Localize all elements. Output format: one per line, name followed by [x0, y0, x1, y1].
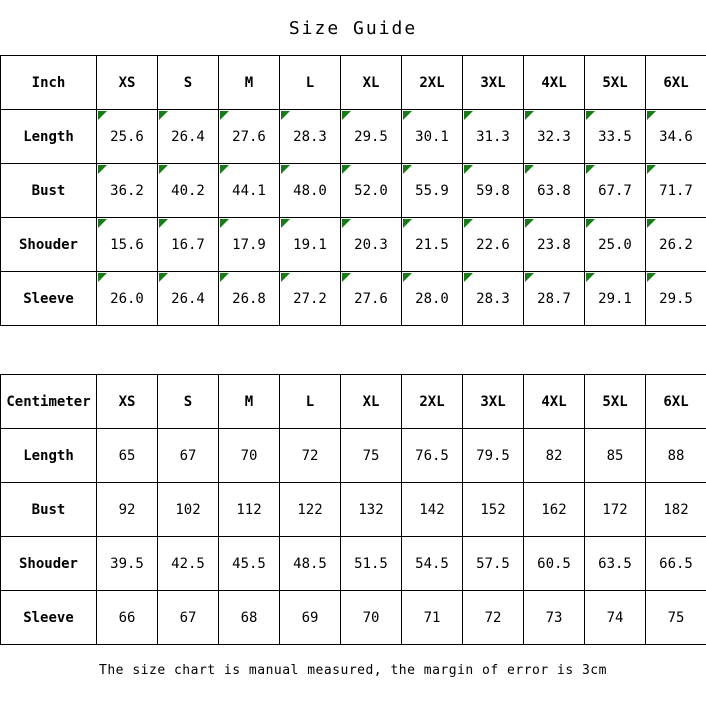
cell-length-xs: 25.6 [97, 110, 158, 164]
cell-bust-3xl: 152 [463, 483, 524, 537]
cell-length-m: 70 [219, 429, 280, 483]
table-row [1, 429, 706, 483]
cell-shouder-3xl: 22.6 [463, 218, 524, 272]
cell-shouder-4xl: 60.5 [524, 537, 585, 591]
cell-sleeve-xl: 27.6 [341, 272, 402, 326]
cell-shouder-xl: 20.3 [341, 218, 402, 272]
cell-length-3xl: 31.3 [463, 110, 524, 164]
cell-length-l: 72 [280, 429, 341, 483]
column-header-6xl: 6XL [646, 375, 706, 429]
column-header-l: L [280, 56, 341, 110]
cell-sleeve-m: 26.8 [219, 272, 280, 326]
table-row [1, 110, 706, 164]
cell-length-5xl: 33.5 [585, 110, 646, 164]
cell-shouder-5xl: 25.0 [585, 218, 646, 272]
cell-bust-s: 102 [158, 483, 219, 537]
cell-bust-xl: 52.0 [341, 164, 402, 218]
cell-bust-l: 122 [280, 483, 341, 537]
table-row [1, 272, 706, 326]
cell-shouder-l: 48.5 [280, 537, 341, 591]
cell-length-6xl: 34.6 [646, 110, 706, 164]
cell-shouder-m: 45.5 [219, 537, 280, 591]
cell-sleeve-3xl: 28.3 [463, 272, 524, 326]
cell-sleeve-5xl: 74 [585, 591, 646, 645]
cell-shouder-6xl: 26.2 [646, 218, 706, 272]
cell-length-xl: 29.5 [341, 110, 402, 164]
cell-shouder-l: 19.1 [280, 218, 341, 272]
cell-bust-5xl: 67.7 [585, 164, 646, 218]
row-label-sleeve: Sleeve [1, 272, 97, 326]
cell-shouder-2xl: 21.5 [402, 218, 463, 272]
cell-sleeve-xl: 70 [341, 591, 402, 645]
column-header-4xl: 4XL [524, 375, 585, 429]
cell-sleeve-3xl: 72 [463, 591, 524, 645]
size-table-centimeter [0, 374, 706, 645]
cell-bust-m: 44.1 [219, 164, 280, 218]
unit-header-inch: Inch [1, 56, 97, 110]
column-header-2xl: 2XL [402, 56, 463, 110]
cell-sleeve-4xl: 73 [524, 591, 585, 645]
table-row [1, 375, 706, 429]
size-table-inch [0, 55, 706, 326]
row-label-sleeve: Sleeve [1, 591, 97, 645]
column-header-6xl: 6XL [646, 56, 706, 110]
cell-bust-6xl: 71.7 [646, 164, 706, 218]
cell-shouder-5xl: 63.5 [585, 537, 646, 591]
cell-length-6xl: 88 [646, 429, 706, 483]
table-row [1, 483, 706, 537]
cell-length-4xl: 32.3 [524, 110, 585, 164]
cell-bust-l: 48.0 [280, 164, 341, 218]
cell-sleeve-s: 67 [158, 591, 219, 645]
row-label-shouder: Shouder [1, 218, 97, 272]
cell-length-2xl: 76.5 [402, 429, 463, 483]
column-header-3xl: 3XL [463, 375, 524, 429]
cell-sleeve-l: 69 [280, 591, 341, 645]
cell-shouder-s: 42.5 [158, 537, 219, 591]
cell-shouder-xs: 15.6 [97, 218, 158, 272]
cell-sleeve-m: 68 [219, 591, 280, 645]
cell-length-s: 67 [158, 429, 219, 483]
cell-shouder-m: 17.9 [219, 218, 280, 272]
cell-sleeve-2xl: 71 [402, 591, 463, 645]
cell-length-3xl: 79.5 [463, 429, 524, 483]
table-row [1, 164, 706, 218]
cell-length-5xl: 85 [585, 429, 646, 483]
cell-shouder-xs: 39.5 [97, 537, 158, 591]
cell-sleeve-6xl: 29.5 [646, 272, 706, 326]
cell-bust-xl: 132 [341, 483, 402, 537]
column-header-m: M [219, 56, 280, 110]
cell-sleeve-5xl: 29.1 [585, 272, 646, 326]
cell-sleeve-l: 27.2 [280, 272, 341, 326]
measurement-note: The size chart is manual measured, the margin of error is 3cm [99, 663, 607, 678]
cell-bust-m: 112 [219, 483, 280, 537]
column-header-4xl: 4XL [524, 56, 585, 110]
cell-length-4xl: 82 [524, 429, 585, 483]
column-header-s: S [158, 375, 219, 429]
cell-length-s: 26.4 [158, 110, 219, 164]
cell-bust-5xl: 172 [585, 483, 646, 537]
cell-bust-4xl: 63.8 [524, 164, 585, 218]
cell-shouder-xl: 51.5 [341, 537, 402, 591]
cell-bust-xs: 36.2 [97, 164, 158, 218]
row-label-bust: Bust [1, 483, 97, 537]
table-row [1, 591, 706, 645]
cell-shouder-2xl: 54.5 [402, 537, 463, 591]
cell-shouder-6xl: 66.5 [646, 537, 706, 591]
row-label-length: Length [1, 429, 97, 483]
cell-bust-2xl: 55.9 [402, 164, 463, 218]
row-label-length: Length [1, 110, 97, 164]
row-label-shouder: Shouder [1, 537, 97, 591]
column-header-s: S [158, 56, 219, 110]
column-header-l: L [280, 375, 341, 429]
cell-length-l: 28.3 [280, 110, 341, 164]
cell-shouder-4xl: 23.8 [524, 218, 585, 272]
cell-bust-2xl: 142 [402, 483, 463, 537]
column-header-xs: XS [97, 375, 158, 429]
column-header-2xl: 2XL [402, 375, 463, 429]
table-row [1, 537, 706, 591]
cell-bust-3xl: 59.8 [463, 164, 524, 218]
column-header-m: M [219, 375, 280, 429]
column-header-5xl: 5XL [585, 56, 646, 110]
cell-length-2xl: 30.1 [402, 110, 463, 164]
cell-sleeve-6xl: 75 [646, 591, 706, 645]
cell-length-m: 27.6 [219, 110, 280, 164]
cell-sleeve-4xl: 28.7 [524, 272, 585, 326]
unit-header-centimeter: Centimeter [1, 375, 97, 429]
cell-bust-s: 40.2 [158, 164, 219, 218]
cell-length-xs: 65 [97, 429, 158, 483]
column-header-xs: XS [97, 56, 158, 110]
row-label-bust: Bust [1, 164, 97, 218]
table-row [1, 56, 706, 110]
cell-bust-4xl: 162 [524, 483, 585, 537]
cell-bust-6xl: 182 [646, 483, 706, 537]
cell-length-xl: 75 [341, 429, 402, 483]
cell-sleeve-s: 26.4 [158, 272, 219, 326]
cell-shouder-s: 16.7 [158, 218, 219, 272]
cell-sleeve-xs: 66 [97, 591, 158, 645]
column-header-xl: XL [341, 375, 402, 429]
cell-sleeve-2xl: 28.0 [402, 272, 463, 326]
table-separator [0, 326, 706, 374]
cell-bust-xs: 92 [97, 483, 158, 537]
column-header-3xl: 3XL [463, 56, 524, 110]
column-header-xl: XL [341, 56, 402, 110]
cell-sleeve-xs: 26.0 [97, 272, 158, 326]
column-header-5xl: 5XL [585, 375, 646, 429]
page-title: Size Guide [288, 18, 418, 39]
cell-shouder-3xl: 57.5 [463, 537, 524, 591]
table-row [1, 218, 706, 272]
